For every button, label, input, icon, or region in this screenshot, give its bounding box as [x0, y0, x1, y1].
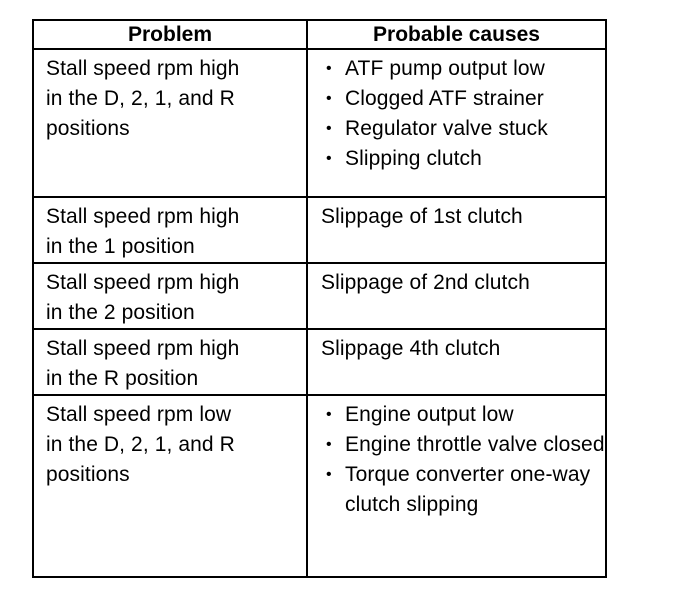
- cause-item: [321, 144, 607, 174]
- bullet-dot-icon: •: [326, 406, 332, 423]
- table-row: [33, 329, 606, 395]
- problem-line: Stall speed rpm high: [46, 271, 240, 294]
- cause-text: Slippage of 1st clutch: [321, 205, 523, 228]
- bullet-dot-icon: •: [326, 466, 332, 483]
- bullet-dot-icon: •: [326, 150, 332, 167]
- problem-line: positions: [46, 117, 130, 140]
- problem-cell: [33, 49, 307, 197]
- causes-list: [321, 54, 605, 174]
- cause-text: Slipping clutch: [345, 147, 482, 170]
- stall-speed-diagnosis-table: [32, 19, 607, 578]
- problem-line: in the D, 2, 1, and R: [46, 433, 235, 456]
- cause-item: [321, 460, 607, 520]
- problem-line: Stall speed rpm high: [46, 337, 240, 360]
- cause-item: [321, 54, 607, 84]
- stall-speed-table-wrapper: [32, 19, 605, 560]
- table-row: [33, 49, 606, 197]
- bullet-dot-icon: •: [326, 120, 332, 137]
- header-probable-causes: Probable causes: [307, 20, 606, 49]
- header-problem: Problem: [33, 20, 307, 49]
- table-row: [33, 197, 606, 263]
- bullet-dot-icon: •: [326, 436, 332, 453]
- causes-cell: [307, 395, 606, 577]
- problem-line: in the R position: [46, 367, 199, 390]
- cause-item: [321, 84, 607, 114]
- cause-item: [321, 400, 607, 430]
- problem-cell: [33, 197, 307, 263]
- problem-line: Stall speed rpm high: [46, 57, 240, 80]
- causes-list: [321, 400, 605, 520]
- problem-line: Stall speed rpm high: [46, 205, 240, 228]
- problem-line: Stall speed rpm low: [46, 403, 232, 426]
- problem-line: in the D, 2, 1, and R: [46, 87, 235, 110]
- cause-item: [321, 114, 607, 144]
- table-header-row: [33, 20, 606, 49]
- causes-cell: [307, 49, 606, 197]
- bullet-dot-icon: •: [326, 90, 332, 107]
- problem-cell: [33, 329, 307, 395]
- problem-cell: [33, 263, 307, 329]
- cause-text: ATF pump output low: [345, 57, 545, 80]
- cause-text: Slippage 4th clutch: [321, 337, 501, 360]
- causes-cell: [307, 329, 606, 395]
- cause-text: Regulator valve stuck: [345, 117, 548, 140]
- table-row: [33, 263, 606, 329]
- cause-text: Engine output low: [345, 403, 514, 426]
- cause-text: Clogged ATF strainer: [345, 87, 544, 110]
- cause-item: [321, 430, 607, 460]
- table-row: [33, 395, 606, 577]
- cause-text: Slippage of 2nd clutch: [321, 271, 530, 294]
- causes-cell: [307, 263, 606, 329]
- causes-cell: [307, 197, 606, 263]
- problem-line: in the 1 position: [46, 235, 195, 258]
- cause-text: Engine throttle valve closed: [345, 433, 605, 456]
- bullet-dot-icon: •: [326, 60, 332, 77]
- problem-cell: [33, 395, 307, 577]
- problem-line: in the 2 position: [46, 301, 195, 324]
- cause-text: Torque converter one-way clutch slipping: [345, 463, 591, 516]
- problem-line: positions: [46, 463, 130, 486]
